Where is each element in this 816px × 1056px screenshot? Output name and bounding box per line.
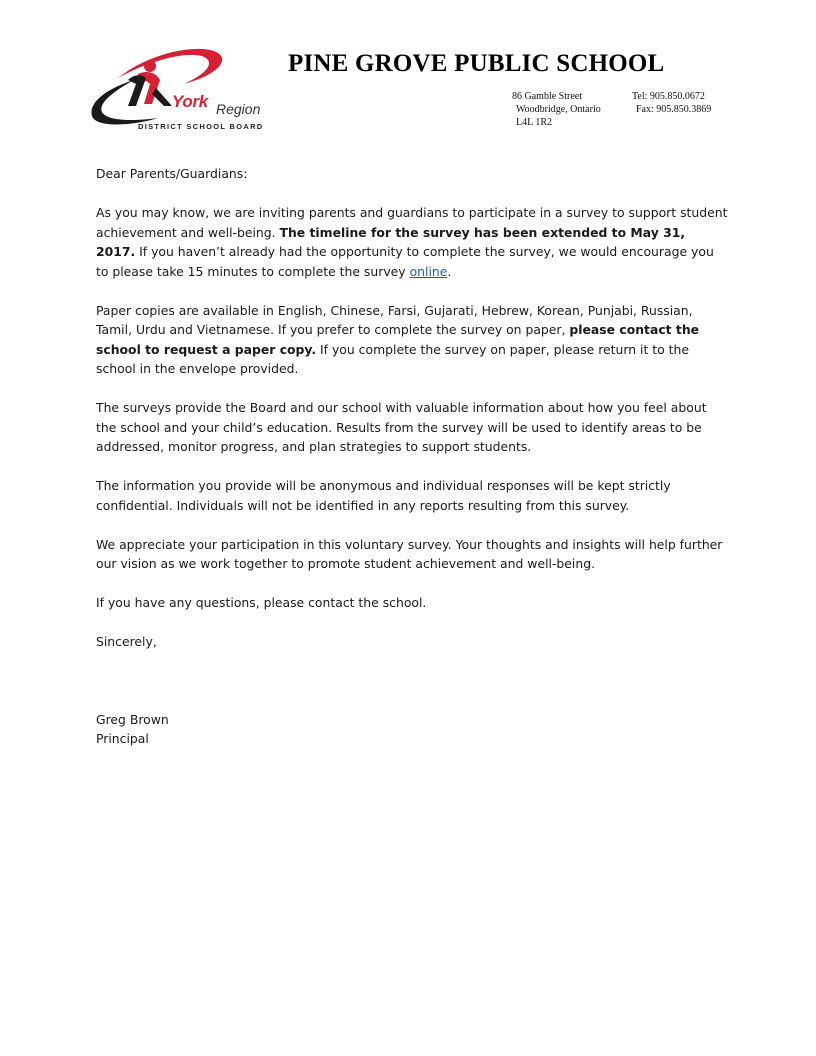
signature-space <box>96 652 728 710</box>
paragraph-text: Paper copies are available in English, Chinese, Farsi, Gujarati, Hebrew, Korean, Punjabi, Russian, Tamil, Urdu and Vietnamese. If you prefer to complete the survey on paper, <box>96 302 693 337</box>
address-street: 86 Gamble Street <box>512 91 582 102</box>
online-survey-link[interactable]: online <box>409 263 448 279</box>
paragraph-survey-intro <box>96 203 728 281</box>
address-city: Woodbridge, Ontario <box>516 104 601 115</box>
paragraph-questions: If you have any questions, please contact the school. <box>96 595 427 610</box>
york-region-logo <box>88 44 268 134</box>
logo-swoosh-icon <box>88 44 268 134</box>
fax-number: Fax: 905.850.3869 <box>636 104 712 115</box>
greeting: Dear Parents/Guardians: <box>96 166 248 181</box>
paragraph-paper-copies <box>96 301 728 379</box>
paragraph-appreciation: We appreciate your participation in this voluntary survey. Your thoughts and insights will help further our vision as we work together to promote student achievement and well-being. <box>96 536 723 571</box>
paragraph-punctuation: . <box>447 263 452 279</box>
signer-title: Principal <box>96 731 149 746</box>
closing: Sincerely, <box>96 634 157 649</box>
logo-york-text: York <box>172 92 208 111</box>
deadline-emphasis: The timeline for the survey has been extended to May 31, 2017. <box>96 224 686 259</box>
paragraph-survey-purpose: The surveys provide the Board and our school with valuable information about how you feel about the school and your child’s education. Results from the survey will be used to identify areas to be addressed, monitor progress, and plan strategies to support students. <box>96 400 707 454</box>
paragraph-confidentiality: The information you provide will be anonymous and individual responses will be kept strictly confidential. Individuals will not be identified in any reports resulting from this survey. <box>96 478 671 513</box>
address-postal-code: L4L 1R2 <box>516 117 553 128</box>
paragraph-text: If you complete the survey on paper, please return it to the school in the envelope provided. <box>96 341 690 376</box>
paragraph-text: If you haven’t already had the opportunity to complete the survey, we would encourage you to please take 15 minutes to complete the survey <box>96 244 714 279</box>
paragraph-text: As you may know, we are inviting parents and guardians to participate in a survey to support student achievement and well-being. <box>96 205 728 240</box>
phone-number: Tel: 905.850.0672 <box>632 91 705 102</box>
signer-name: Greg Brown <box>96 711 169 727</box>
school-name-heading: PINE GROVE PUBLIC SCHOOL <box>288 50 665 77</box>
logo-region-text: Region <box>216 101 261 117</box>
logo-board-text: DISTRICT SCHOOL BOARD <box>138 122 264 131</box>
paper-copy-emphasis: please contact the school to request a paper copy. <box>96 322 700 357</box>
letter-body <box>96 164 728 749</box>
